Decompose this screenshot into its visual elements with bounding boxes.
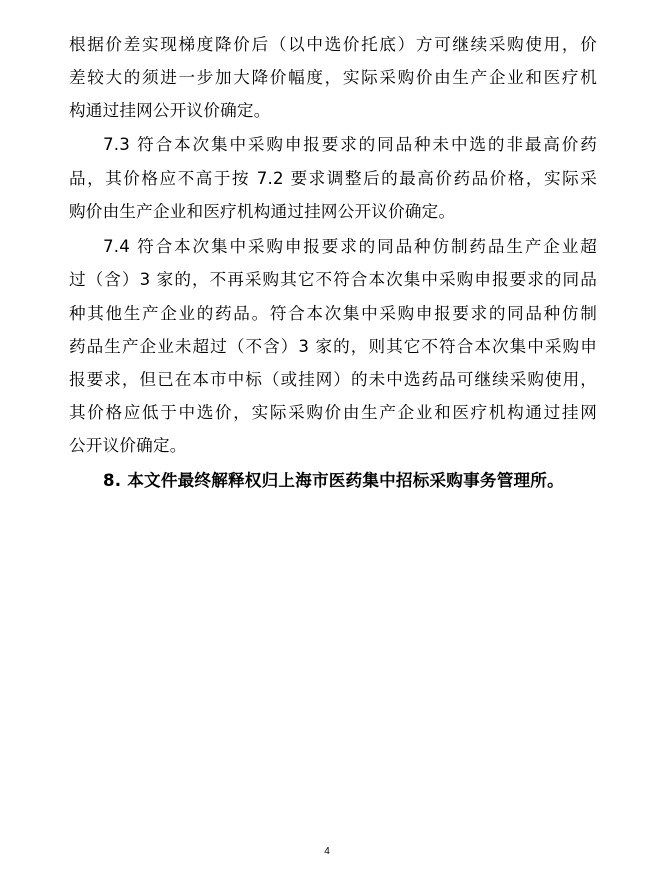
paragraph-line: 根据价差实现梯度降价后（以中选价托底）方可继续采购使用，价 (69, 35, 597, 54)
final-clause-line: 8. 本文件最终解释权归上海市医药集中招标采购事务管理所。 (103, 471, 564, 490)
paragraph-line: 购价由生产企业和医疗机构通过挂网公开议价确定。 (69, 202, 456, 221)
paragraph-line: 7.3 符合本次集中采购申报要求的同品种未中选的非最高价药 (103, 135, 597, 154)
paragraph-line: 品，其价格应不高于按 7.2 要求调整后的最高价药品价格，实际采 (69, 169, 597, 188)
paragraph-line: 其价格应低于中选价，实际采购价由生产企业和医疗机构通过挂网 (69, 403, 597, 422)
paragraph-line: 公开议价确定。 (69, 436, 187, 455)
paragraph-line: 药品生产企业未超过（不含）3 家的，则其它不符合本次集中采购申 (69, 337, 597, 356)
paragraph-line: 报要求，但已在本市中标（或挂网）的未中选药品可继续采购使用， (69, 370, 597, 389)
paragraph-line: 差较大的须进一步加大降价幅度，实际采购价由生产企业和医疗机 (69, 68, 597, 87)
paragraph-line: 种其他生产企业的药品。符合本次集中采购申报要求的同品种仿制 (69, 304, 597, 323)
paragraph-line: 过（含）3 家的，不再采购其它不符合本次集中采购申报要求的同品 (69, 270, 597, 289)
paragraph-line: 构通过挂网公开议价确定。 (69, 101, 271, 120)
page-number: 4 (324, 846, 330, 857)
paragraph-line: 7.4 符合本次集中采购申报要求的同品种仿制药品生产企业超 (103, 237, 597, 256)
